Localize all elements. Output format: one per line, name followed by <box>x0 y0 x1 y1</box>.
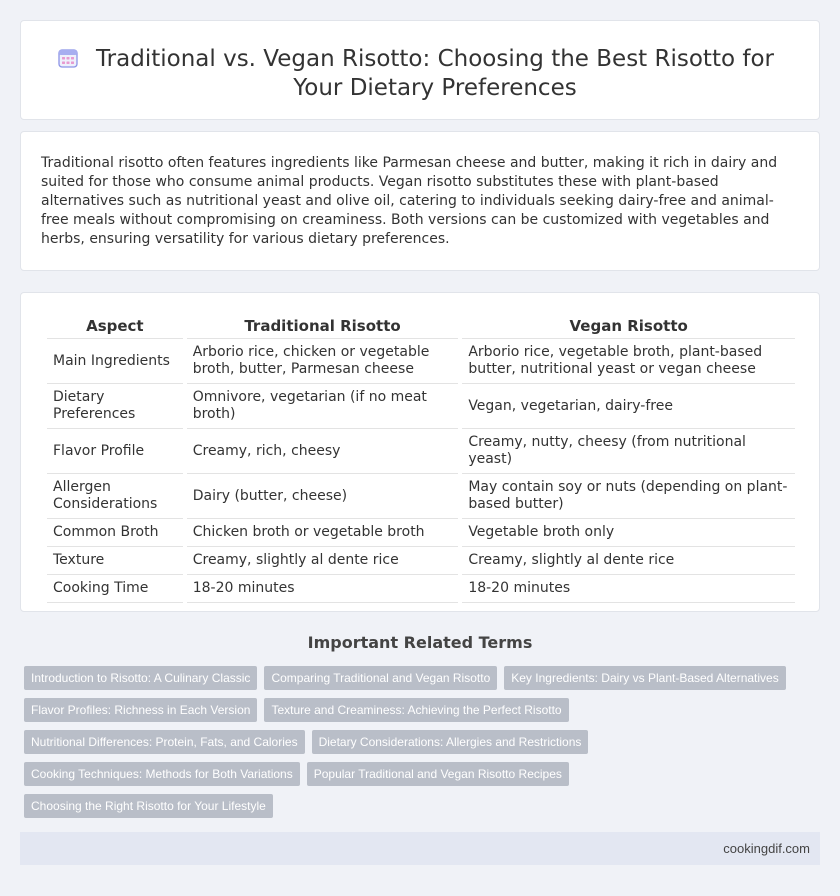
header-card <box>20 20 820 120</box>
table-cell: 18-20 minutes <box>462 575 795 603</box>
related-terms-list <box>24 666 804 818</box>
related-term-link[interactable]: Dietary Considerations: Allergies and Restrictions <box>312 730 589 754</box>
table-cell: Allergen Considerations <box>47 474 183 519</box>
related-term-link[interactable]: Key Ingredients: Dairy vs Plant-Based Alternatives <box>504 666 785 690</box>
comparison-card <box>20 292 820 612</box>
related-term-link[interactable]: Introduction to Risotto: A Culinary Classic <box>24 666 257 690</box>
table-header-row <box>47 315 795 339</box>
comparison-table <box>43 315 799 603</box>
table-cell: Vegan, vegetarian, dairy-free <box>462 384 795 429</box>
header-traditional: Traditional Risotto <box>187 315 459 339</box>
footer-site: cookingdif.com <box>723 841 810 856</box>
table-cell: Creamy, rich, cheesy <box>187 429 459 474</box>
table-cell: Omnivore, vegetarian (if no meat broth) <box>187 384 459 429</box>
intro-paragraph: Traditional risotto often features ingredients like Parmesan cheese and butter, making it rich in dairy and suited for those who consume animal products. Vegan risotto substitutes these with plant-based alternatives such as nutritional yeast and olive oil, catering to individuals seeking dairy-free and animal-free meals without compromising on creaminess. Both versions can be customized with vegetables and herbs, ensuring versatility for various dietary preferences. <box>41 155 778 247</box>
related-term-link[interactable]: Comparing Traditional and Vegan Risotto <box>264 666 497 690</box>
related-term-link[interactable]: Nutritional Differences: Protein, Fats, and Calories <box>24 730 305 754</box>
table-cell: Cooking Time <box>47 575 183 603</box>
related-term-link[interactable]: Flavor Profiles: Richness in Each Version <box>24 698 257 722</box>
table-cell: Arborio rice, vegetable broth, plant-based butter, nutritional yeast or vegan cheese <box>462 339 795 384</box>
header-vegan: Vegan Risotto <box>462 315 795 339</box>
table-cell: Creamy, slightly al dente rice <box>187 547 459 575</box>
table-cell: Texture <box>47 547 183 575</box>
table-cell: Dietary Preferences <box>47 384 183 429</box>
table-cell: Flavor Profile <box>47 429 183 474</box>
table-cell: 18-20 minutes <box>187 575 459 603</box>
table-cell: Dairy (butter, cheese) <box>187 474 459 519</box>
table-row <box>47 429 795 474</box>
table-cell: Creamy, nutty, cheesy (from nutritional yeast) <box>462 429 795 474</box>
table-cell: Main Ingredients <box>47 339 183 384</box>
table-cell: Common Broth <box>47 519 183 547</box>
page-title: Traditional vs. Vegan Risotto: Choosing the Best Risotto for Your Dietary Preferences <box>96 46 774 101</box>
table-cell: Arborio rice, chicken or vegetable broth, butter, Parmesan cheese <box>187 339 459 384</box>
footer <box>20 832 820 865</box>
table-cell: Chicken broth or vegetable broth <box>187 519 459 547</box>
table-cell: Creamy, slightly al dente rice <box>462 547 795 575</box>
related-term-link[interactable]: Texture and Creaminess: Achieving the Perfect Risotto <box>264 698 568 722</box>
table-row <box>47 384 795 429</box>
table-row <box>47 547 795 575</box>
table-row <box>47 474 795 519</box>
table-row <box>47 575 795 603</box>
intro-card <box>20 131 820 271</box>
table-row <box>47 339 795 384</box>
related-terms-title: Important Related Terms <box>307 633 533 652</box>
table-cell: Vegetable broth only <box>462 519 795 547</box>
header-aspect: Aspect <box>47 315 183 339</box>
related-term-link[interactable]: Popular Traditional and Vegan Risotto Recipes <box>307 762 569 786</box>
related-term-link[interactable]: Cooking Techniques: Methods for Both Variations <box>24 762 300 786</box>
related-term-link[interactable]: Choosing the Right Risotto for Your Lifestyle <box>24 794 273 818</box>
table-row <box>47 519 795 547</box>
table-cell: May contain soy or nuts (depending on plant-based butter) <box>462 474 795 519</box>
